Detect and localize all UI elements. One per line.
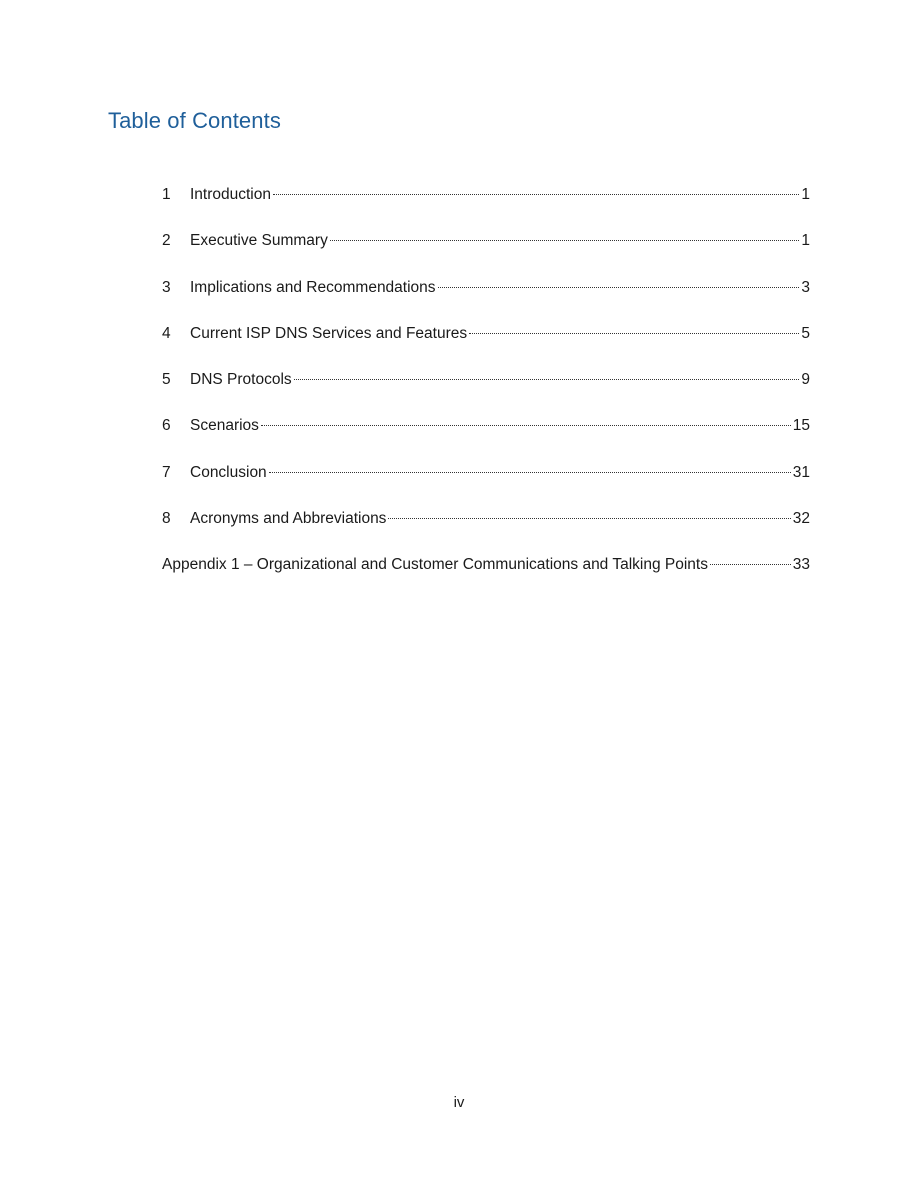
toc-entry-number: 6 (162, 417, 171, 435)
dot-leader (469, 333, 799, 334)
toc-entry-page[interactable]: 3 (801, 278, 810, 296)
toc-entry-label[interactable]: DNS Protocols (190, 371, 292, 389)
toc-entry-label[interactable]: Executive Summary (190, 232, 328, 250)
toc-entry-label[interactable]: Implications and Recommendations (190, 278, 436, 296)
dot-leader (269, 472, 791, 473)
toc-entry-number: 8 (162, 510, 171, 528)
toc-entry-page[interactable]: 32 (792, 510, 810, 528)
dot-leader (330, 240, 800, 241)
toc-entry-number: 5 (162, 371, 171, 389)
toc-entry-dns-protocols[interactable] (162, 367, 810, 413)
dot-leader (273, 194, 799, 195)
page-number: iv (453, 1094, 465, 1111)
dot-leader (294, 379, 800, 380)
toc-entry-introduction[interactable] (162, 182, 810, 228)
toc-entry-page[interactable]: 9 (801, 371, 810, 389)
toc-entry-scenarios[interactable] (162, 413, 810, 459)
toc-entry-conclusion[interactable] (162, 460, 810, 506)
toc-entry-number: 3 (162, 278, 171, 296)
toc-title: Table of Contents (108, 108, 281, 133)
toc-entry-label[interactable]: Acronyms and Abbreviations (190, 510, 387, 528)
toc-entry-implications[interactable] (162, 275, 810, 321)
dot-leader (388, 518, 790, 519)
toc-entry-number: 4 (162, 324, 171, 342)
toc-entry-number: 1 (162, 186, 171, 203)
toc-entry-page[interactable]: 31 (792, 463, 810, 481)
toc-entry-label[interactable]: Scenarios (190, 417, 259, 435)
toc-entry-label[interactable]: Conclusion (190, 463, 267, 481)
toc-entry-appendix-1[interactable] (162, 552, 810, 598)
toc-entry-number: 7 (162, 463, 171, 481)
toc-entry-page[interactable]: 5 (801, 324, 810, 342)
dot-leader (438, 287, 800, 288)
toc-entry-page[interactable]: 33 (792, 556, 810, 574)
toc-entry-label[interactable]: Introduction (190, 186, 271, 203)
dot-leader (261, 425, 791, 426)
toc-list (162, 182, 810, 599)
toc-entry-page[interactable]: 15 (792, 417, 810, 435)
toc-entry-page[interactable]: 1 (801, 186, 810, 203)
toc-entry-current-isp-dns[interactable] (162, 321, 810, 367)
toc-entry-acronyms[interactable] (162, 506, 810, 552)
dot-leader (710, 564, 791, 565)
toc-entry-label[interactable]: Current ISP DNS Services and Features (190, 324, 468, 342)
toc-entry-label[interactable]: Appendix 1 – Organizational and Customer Communications and Talking Points (162, 556, 708, 574)
toc-entry-executive-summary[interactable] (162, 228, 810, 274)
toc-entry-number: 2 (162, 232, 171, 250)
toc-entry-page[interactable]: 1 (801, 232, 810, 250)
